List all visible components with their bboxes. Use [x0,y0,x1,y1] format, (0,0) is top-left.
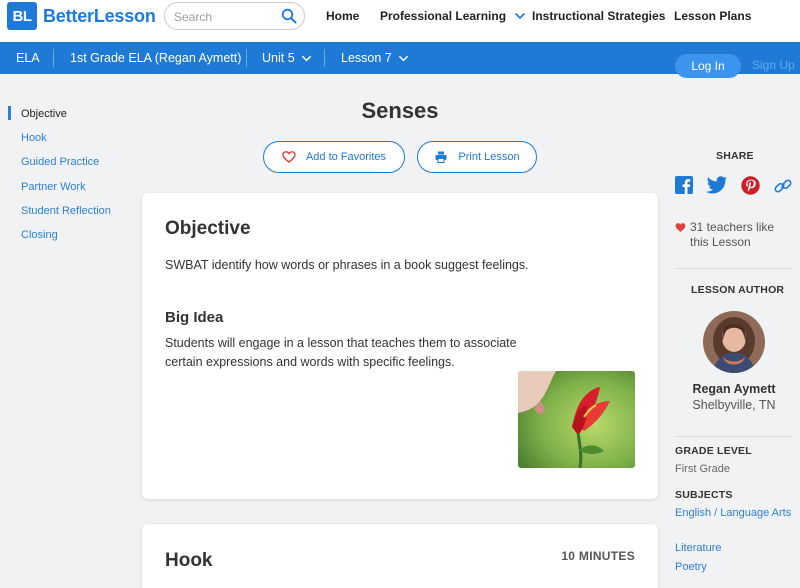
search-box [164,2,305,30]
print-lesson-label: Print Lesson [458,151,520,163]
subject-link[interactable]: Poetry [675,561,707,573]
objective-text: SWBAT identify how words or phrases in a book suggest feelings. [165,258,529,272]
lesson-image-graphic [518,371,635,468]
signup-link[interactable]: Sign Up [752,58,795,72]
share-label: SHARE [716,150,754,162]
author-avatar[interactable] [703,311,765,373]
search-icon[interactable] [281,8,297,24]
breadcrumb-course[interactable]: 1st Grade ELA (Regan Aymett) [70,51,242,65]
logo[interactable] [7,2,156,30]
likes-text: 31 teachers like this Lesson [690,220,775,249]
share-icons [675,176,793,198]
heart-outline-icon [282,150,296,164]
grade-level-label: GRADE LEVEL [675,445,752,457]
author-location: Shelbyville, TN [692,398,776,412]
link-icon[interactable] [773,176,793,196]
section-nav-objective[interactable]: Objective [8,102,128,126]
hook-card [142,524,658,588]
nav-professional-learning[interactable] [380,0,526,32]
printer-icon [434,150,448,164]
divider [675,436,793,437]
section-nav-closing[interactable]: Closing [21,229,58,242]
section-nav-guided-practice[interactable]: Guided Practice [21,156,100,169]
breadcrumb-unit[interactable] [262,42,312,74]
section-nav [8,102,128,247]
heart-icon [675,222,686,233]
big-idea-text: Students will engage in a lesson that teaches them to associate certain expressions and words with specific feelings. [165,336,517,369]
lesson-author-label: LESSON AUTHOR [691,284,785,296]
grade-level-value: First Grade [675,463,731,475]
logo-text: BetterLesson [43,5,156,26]
nav-lesson-plans[interactable]: Lesson Plans [674,9,752,23]
breadcrumb-divider [246,49,247,67]
chevron-down-icon [301,53,312,64]
print-lesson-button[interactable] [417,141,537,173]
lesson-image[interactable] [518,371,635,468]
breadcrumb-lesson[interactable] [341,42,409,74]
big-idea-heading: Big Idea [165,309,224,326]
subjects-label: SUBJECTS [675,489,733,501]
breadcrumb-unit-label: Unit 5 [262,51,295,65]
divider [675,268,793,269]
section-nav-partner-work[interactable]: Partner Work [21,180,86,193]
nav-professional-learning-label: Professional Learning [380,9,507,23]
add-to-favorites-button[interactable] [263,141,405,173]
add-to-favorites-label: Add to Favorites [305,151,387,163]
chevron-down-icon [514,10,526,22]
breadcrumb-divider [324,49,325,67]
avatar-image [703,311,765,373]
section-nav-student-reflection[interactable]: Student Reflection [21,204,111,217]
author-name[interactable]: Regan Aymett [692,382,776,396]
login-button[interactable]: Log In [675,54,741,78]
nav-instructional-strategies[interactable]: Instructional Strategies [532,9,666,23]
facebook-icon[interactable] [675,176,695,196]
page-title: Senses [361,98,439,123]
nav-home[interactable]: Home [326,9,360,23]
logo-mark: BL [7,2,37,30]
breadcrumb-lesson-label: Lesson 7 [341,51,392,65]
section-nav-hook[interactable]: Hook [21,132,47,145]
subject-link[interactable]: English / Language Arts [675,507,792,519]
hook-duration: 10 MINUTES [561,549,635,563]
breadcrumb-ela[interactable]: ELA [16,51,40,65]
twitter-icon[interactable] [706,176,726,196]
hook-heading: Hook [165,550,213,571]
top-header [0,0,800,42]
search-input[interactable] [174,8,274,26]
pinterest-icon[interactable] [741,176,761,196]
objective-card [142,193,658,499]
breadcrumb-divider [53,49,54,67]
objective-heading: Objective [165,218,251,239]
chevron-down-icon [398,53,409,64]
subject-link[interactable]: Literature [675,542,722,554]
likes-count [675,220,793,250]
